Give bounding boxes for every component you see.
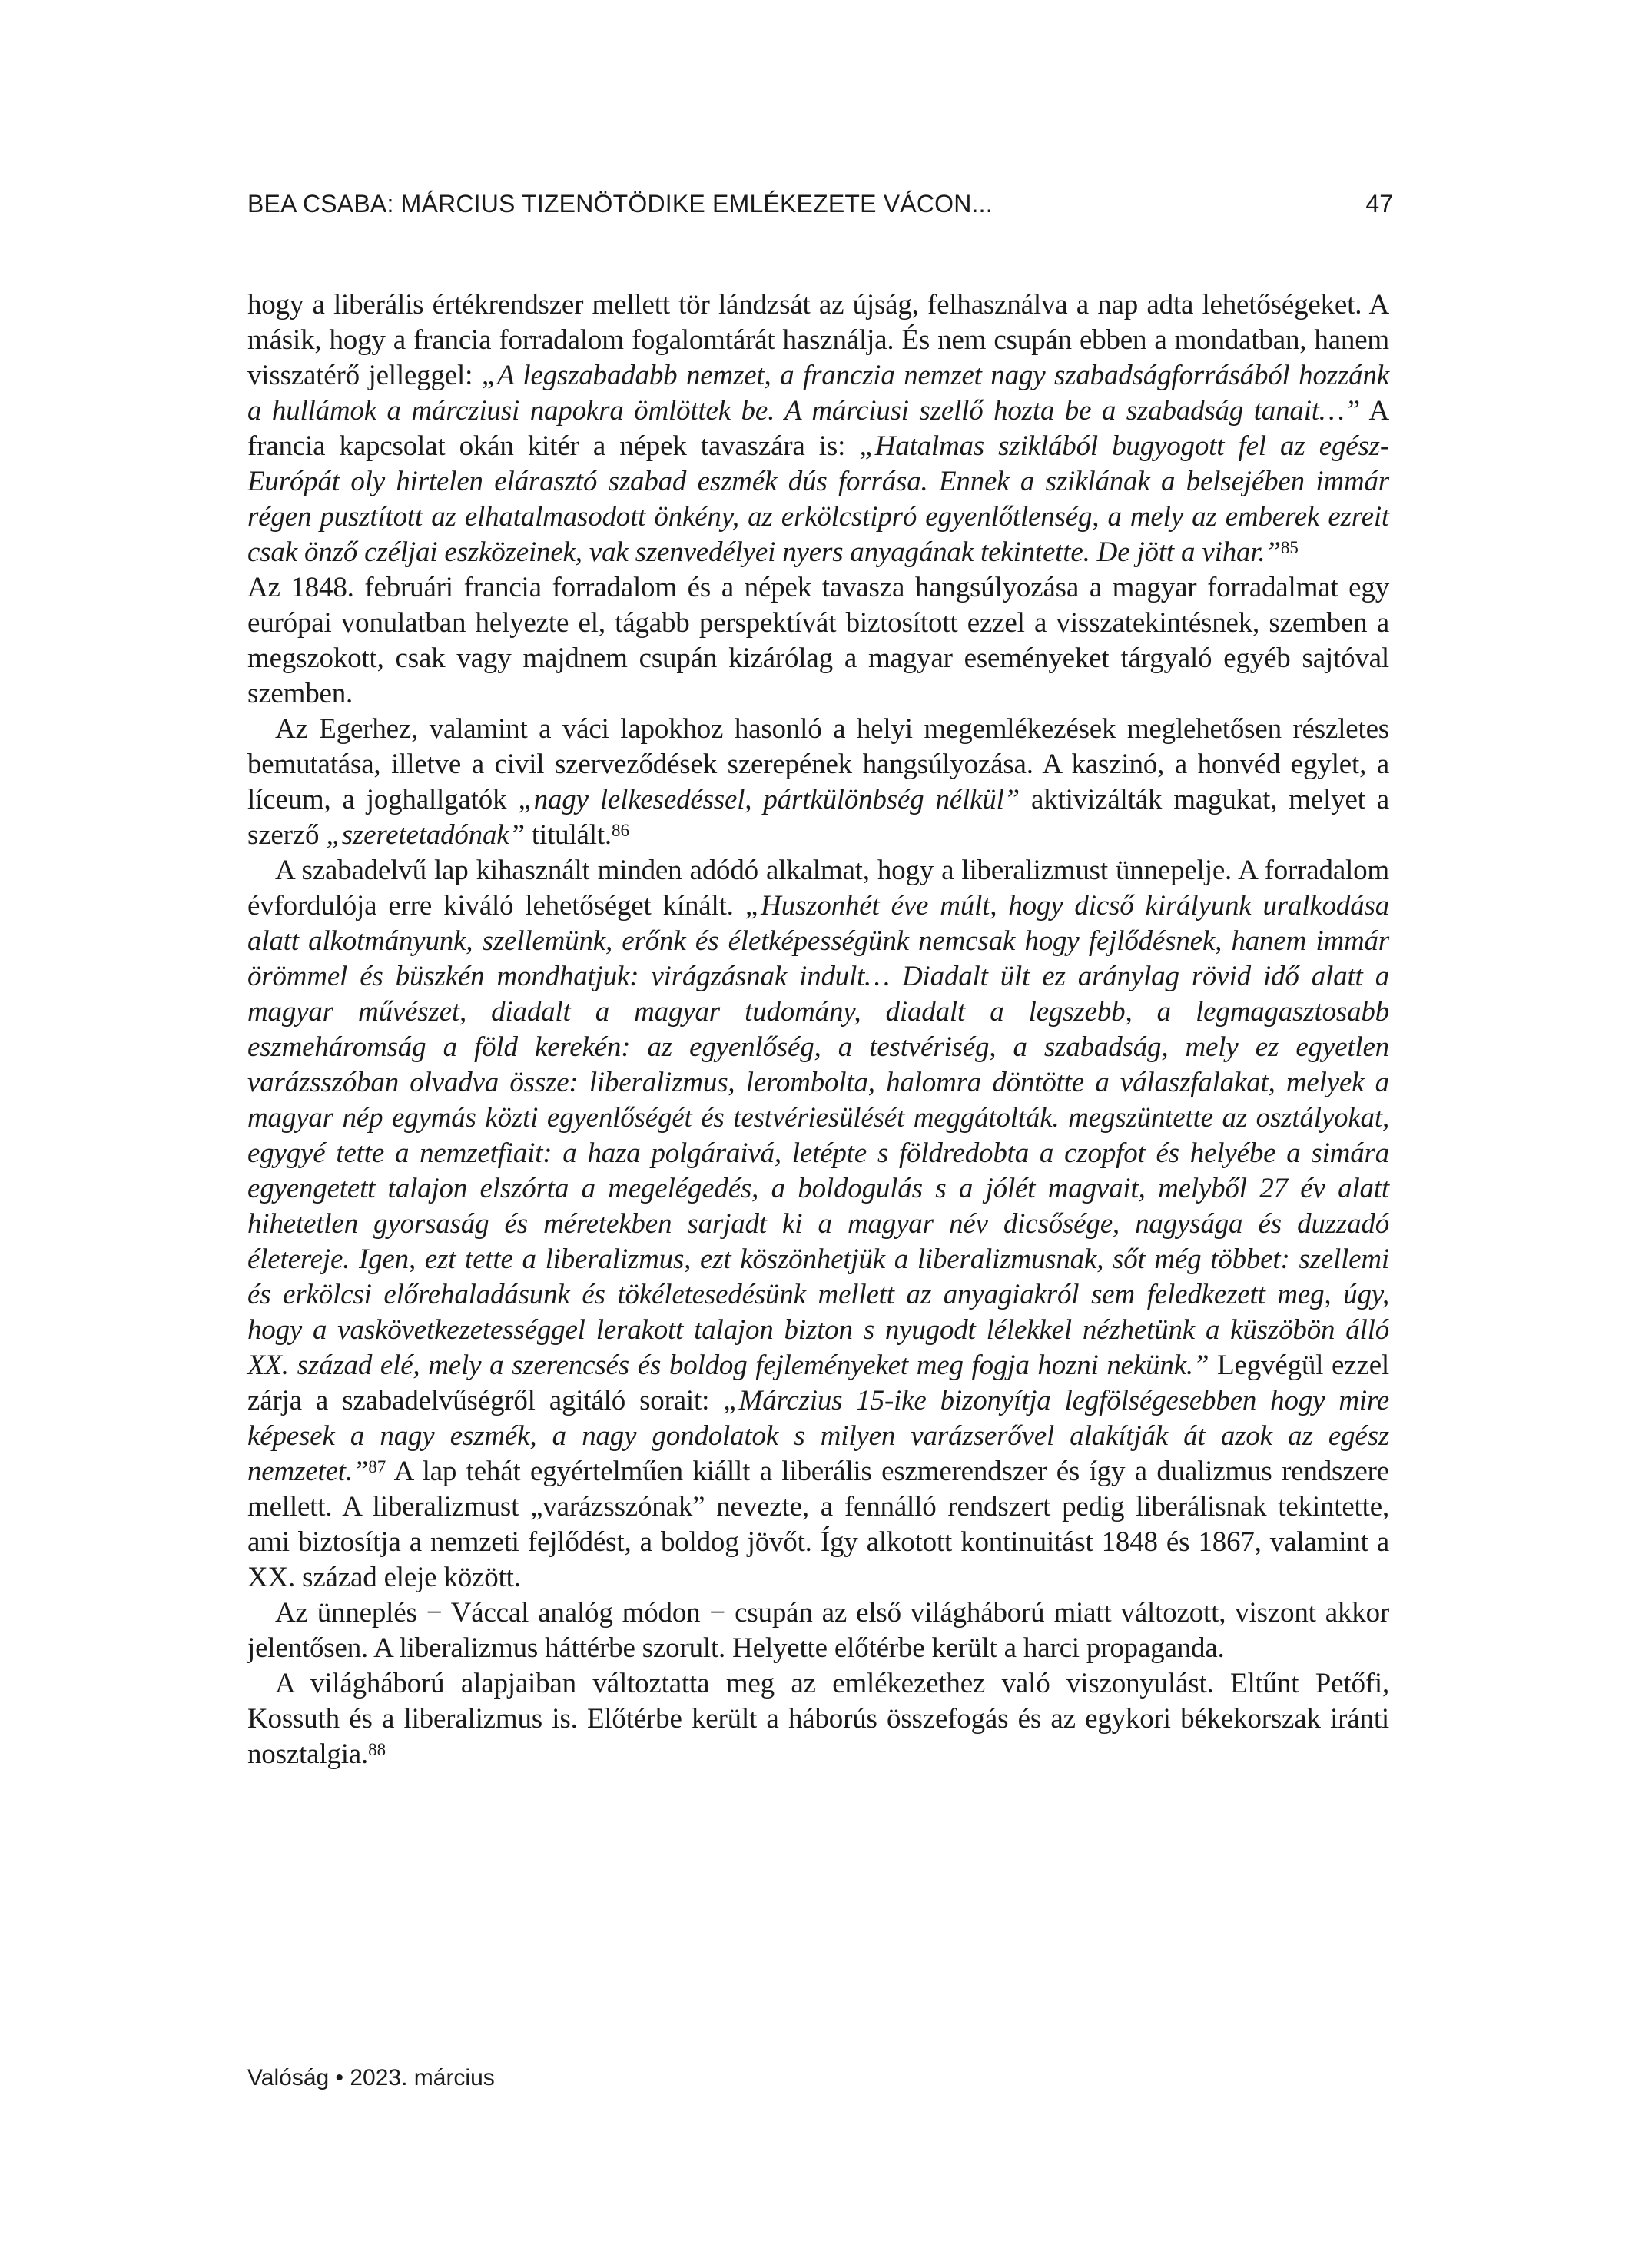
footnote-reference: 86	[611, 821, 629, 841]
paragraph	[247, 1666, 1389, 1772]
text-run: „nagy lelkesedéssel, pártkülönbség nélkül”	[518, 784, 1020, 815]
journal-footer-label: Valóság • 2023. március	[247, 2065, 495, 2090]
text-run: hogy a liberális értékrendszer mellett tör lándzsát az újság, felhasználva a nap adta lehetőségeket. A másik, hogy a francia forradalom fogalomtárát használja. És nem csupán ebben a mondatban, hanem visszatérő jelleggel:	[247, 289, 1389, 391]
page-footer	[247, 2065, 495, 2091]
text-run: Az Egerhez, valamint a váci lapokhoz hasonló a helyi megemlékezések meglehetősen részletes bemutatása, illetve a civil szerveződések szerepének hangsúlyozása. A kaszinó, a honvéd egylet, a líceum, a joghallgatók	[247, 713, 1389, 815]
text-run: A világháború alapjaiban változtatta meg az emlékezethez való viszonyulást. Eltűnt Petőfi, Kossuth és a liberalizmus is. Előtérbe került a háborús összefogás és az egykori békekorszak iránti nosztalgia.	[247, 1668, 1389, 1770]
footnote-reference: 87	[368, 1457, 386, 1477]
text-run: „Hatalmas sziklából bugyogott fel az egész-Európát oly hirtelen elárasztó szabad eszmék dús forrása. Ennek a sziklának a belsejében immár régen pusztított az elhatalmasodott önkény, az erkölcstipró egyenlőtlenség, a mely az emberek ezreit csak önző czéljai eszközeinek, vak szenvedélyei nyers anyagának tekintette. De jött a vihar.”	[247, 430, 1389, 568]
text-run: A francia kapcsolat okán kitér a népek tavaszára is:	[247, 395, 1389, 462]
text-run: „Márczius 15-ike bizonyítja legfölségesebben hogy mire képesek a nagy eszmék, a nagy gondolatok s milyen varázserővel alakítják át azok az egész nemzetet.”	[247, 1385, 1389, 1487]
paragraph	[247, 712, 1389, 853]
body-text	[247, 287, 1389, 1772]
footnote-reference: 88	[368, 1740, 386, 1760]
text-run: Az 1848. februári francia forradalom és a népek tavasza hangsúlyozása a magyar forradalmat egy európai vonulatban helyezte el, tágabb perspektívát biztosított ezzel a visszatekintésnek, szemben a megszokott, csak vagy majdnem csupán kizárólag a magyar eseményeket tárgyaló egyéb sajtóval szemben.	[247, 572, 1389, 709]
running-header-title: BEA CSABA: MÁRCIUS TIZENÖTÖDIKE EMLÉKEZETE VÁCON...	[247, 190, 993, 218]
text-run: A lap tehát egyértelműen kiállt a liberális eszmerendszer és így a dualizmus rendszere mellett. A liberalizmust „varázsszónak” nevezte, a fennálló rendszert pedig liberálisnak tekintette, ami biztosítja a nemzeti fejlődést, a boldog jövőt. Így alkotott kontinuitást 1848 és 1867, valamint a XX. század eleje között.	[247, 1456, 1389, 1593]
paragraph	[247, 1596, 1389, 1666]
text-run: A szabadelvű lap kihasznált minden adódó alkalmat, hogy a liberalizmust ünnepelje. A forradalom évfordulója erre kiváló lehetőséget kínált.	[247, 855, 1389, 921]
text-run: „A legszabadabb nemzet, a franczia nemzet nagy szabadságforrásából hozzánk a hullámok a márcziusi napokra ömlöttek be. A márciusi szellő hozta be a szabadság tanait…”	[247, 360, 1389, 427]
footnote-reference: 85	[1280, 538, 1299, 558]
text-run: aktivizálták magukat, melyet a szerző	[247, 784, 1389, 851]
paragraph	[247, 853, 1389, 1596]
text-run: Az ünneplés − Váccal analóg módon − csupán az első világháború miatt változott, viszont akkor jelentősen. A liberalizmus háttérbe szorult. Helyette előtérbe került a harci propaganda.	[247, 1597, 1389, 1664]
paragraph	[247, 287, 1389, 570]
text-run: „Huszonhét éve múlt, hogy dicső királyunk uralkodása alatt alkotmányunk, szellemünk, erőnk és életképességünk nemcsak hogy fejlődésnek, hanem immár örömmel és büszkén mondhatjuk: virágzásnak indult… Diadalt ült ez aránylag rövid idő alatt a magyar művészet, diadalt a magyar tudomány, diadalt a legszebb, a legmagasztosabb eszmeháromság a föld kerekén: az egyenlőség, a testvériség, a szabadság, mely ez egyetlen varázsszóban olvadva össze: liberalizmus, lerombolta, halomra döntötte a válaszfalakat, melyek a magyar nép egymás közti egyenlőségét és testvériesülését meggátolták. megszüntette az osztályokat, egygyé tette a nemzetfiait: a haza polgáraivá, letépte s földredobta a czopfot és helyébe a simára egyengetett talajon elszórta a megelégedés, a boldogulás s a jólét magvait, melyből 27 év alatt hihetetlen gyorsaság és méretekben sarjadt ki a magyar név dicsősége, nagysága és duzzadó életereje. Igen, ezt tette a liberalizmus, ezt köszönhetjük a liberalizmusnak, sőt még többet: szellemi és erkölcsi előrehaladásunk és tökéletesedésünk mellett az anyagiakról sem feledkezett meg, úgy, hogy a vaskövetkezetességgel lerakott talajon bizton s nyugodt lélekkel nézhetünk a küszöbön álló XX. század elé, mely a szerencsés és boldog fejleményeket meg fogja hozni nekünk.”	[247, 890, 1389, 1381]
paragraph	[247, 570, 1389, 712]
page-header	[247, 190, 1393, 218]
text-run: „szeretetadónak”	[326, 819, 525, 851]
page-number: 47	[1365, 190, 1393, 218]
text-run: titulált.	[524, 819, 612, 851]
text-run: Legvégül ezzel zárja a szabadelvűségről agitáló sorait:	[247, 1350, 1390, 1416]
